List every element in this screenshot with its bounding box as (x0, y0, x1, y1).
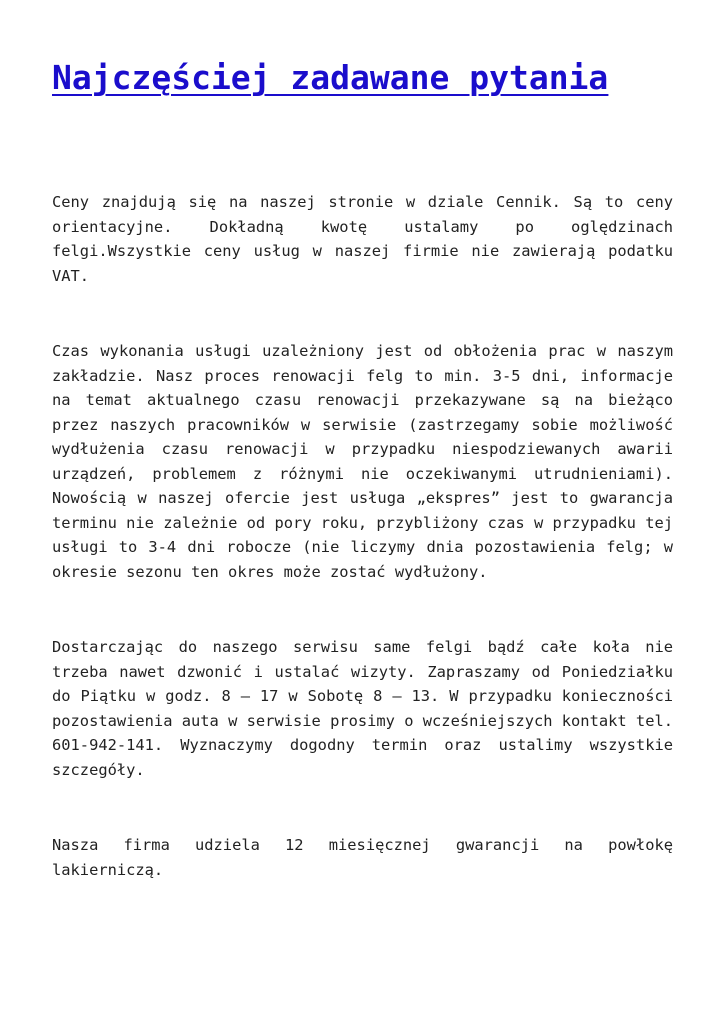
paragraph-warranty: Nasza firma udziela 12 miesięcznej gwarancji na powłokę lakierniczą. (52, 836, 673, 879)
article (52, 58, 673, 882)
page-title (52, 58, 673, 98)
paragraph-prices: Ceny znajdują się na naszej stronie w dziale Cennik. Są to ceny orientacyjne. Dokładną kwotę ustalamy po oględzinach felgi.Wszystkie ceny usług w naszej firmie nie zawierają podatku VAT. (52, 193, 673, 285)
paragraph-delivery: Dostarczając do naszego serwisu same felgi bądź całe koła nie trzeba nawet dzwonić i ustalać wizyty. Zapraszamy od Poniedziałku do Piątku w godz. 8 – 17 w Sobotę 8 – 13. W przypadku konieczności pozostawienia auta w serwisie prosimy o wcześniejszych kontakt tel. 601-942-141. Wyznaczymy dogodny termin oraz ustalimy wszystkie szczegóły. (52, 638, 673, 779)
page-title-link[interactable]: Najczęściej zadawane pytania (52, 58, 609, 97)
paragraph-service-time: Czas wykonania usługi uzależniony jest od obłożenia prac w naszym zakładzie. Nasz proces renowacji felg to min. 3-5 dni, informacje na temat aktualnego czasu renowacji przekazywane są na bieżąco przez naszych pracowników w serwisie (zastrzegamy sobie możliwość wydłużenia czasu renowacji w przypadku niespodziewanych awarii urządzeń, problemem z różnymi nie oczekiwanymi utrudnieniami). Nowością w naszej ofercie jest usługa „ekspres” jest to gwarancja terminu nie zależnie od pory roku, przybliżony czas w przypadku tej usługi to 3-4 dni robocze (nie liczymy dnia pozostawienia felg; w okresie sezonu ten okres może zostać wydłużony. (52, 342, 673, 581)
